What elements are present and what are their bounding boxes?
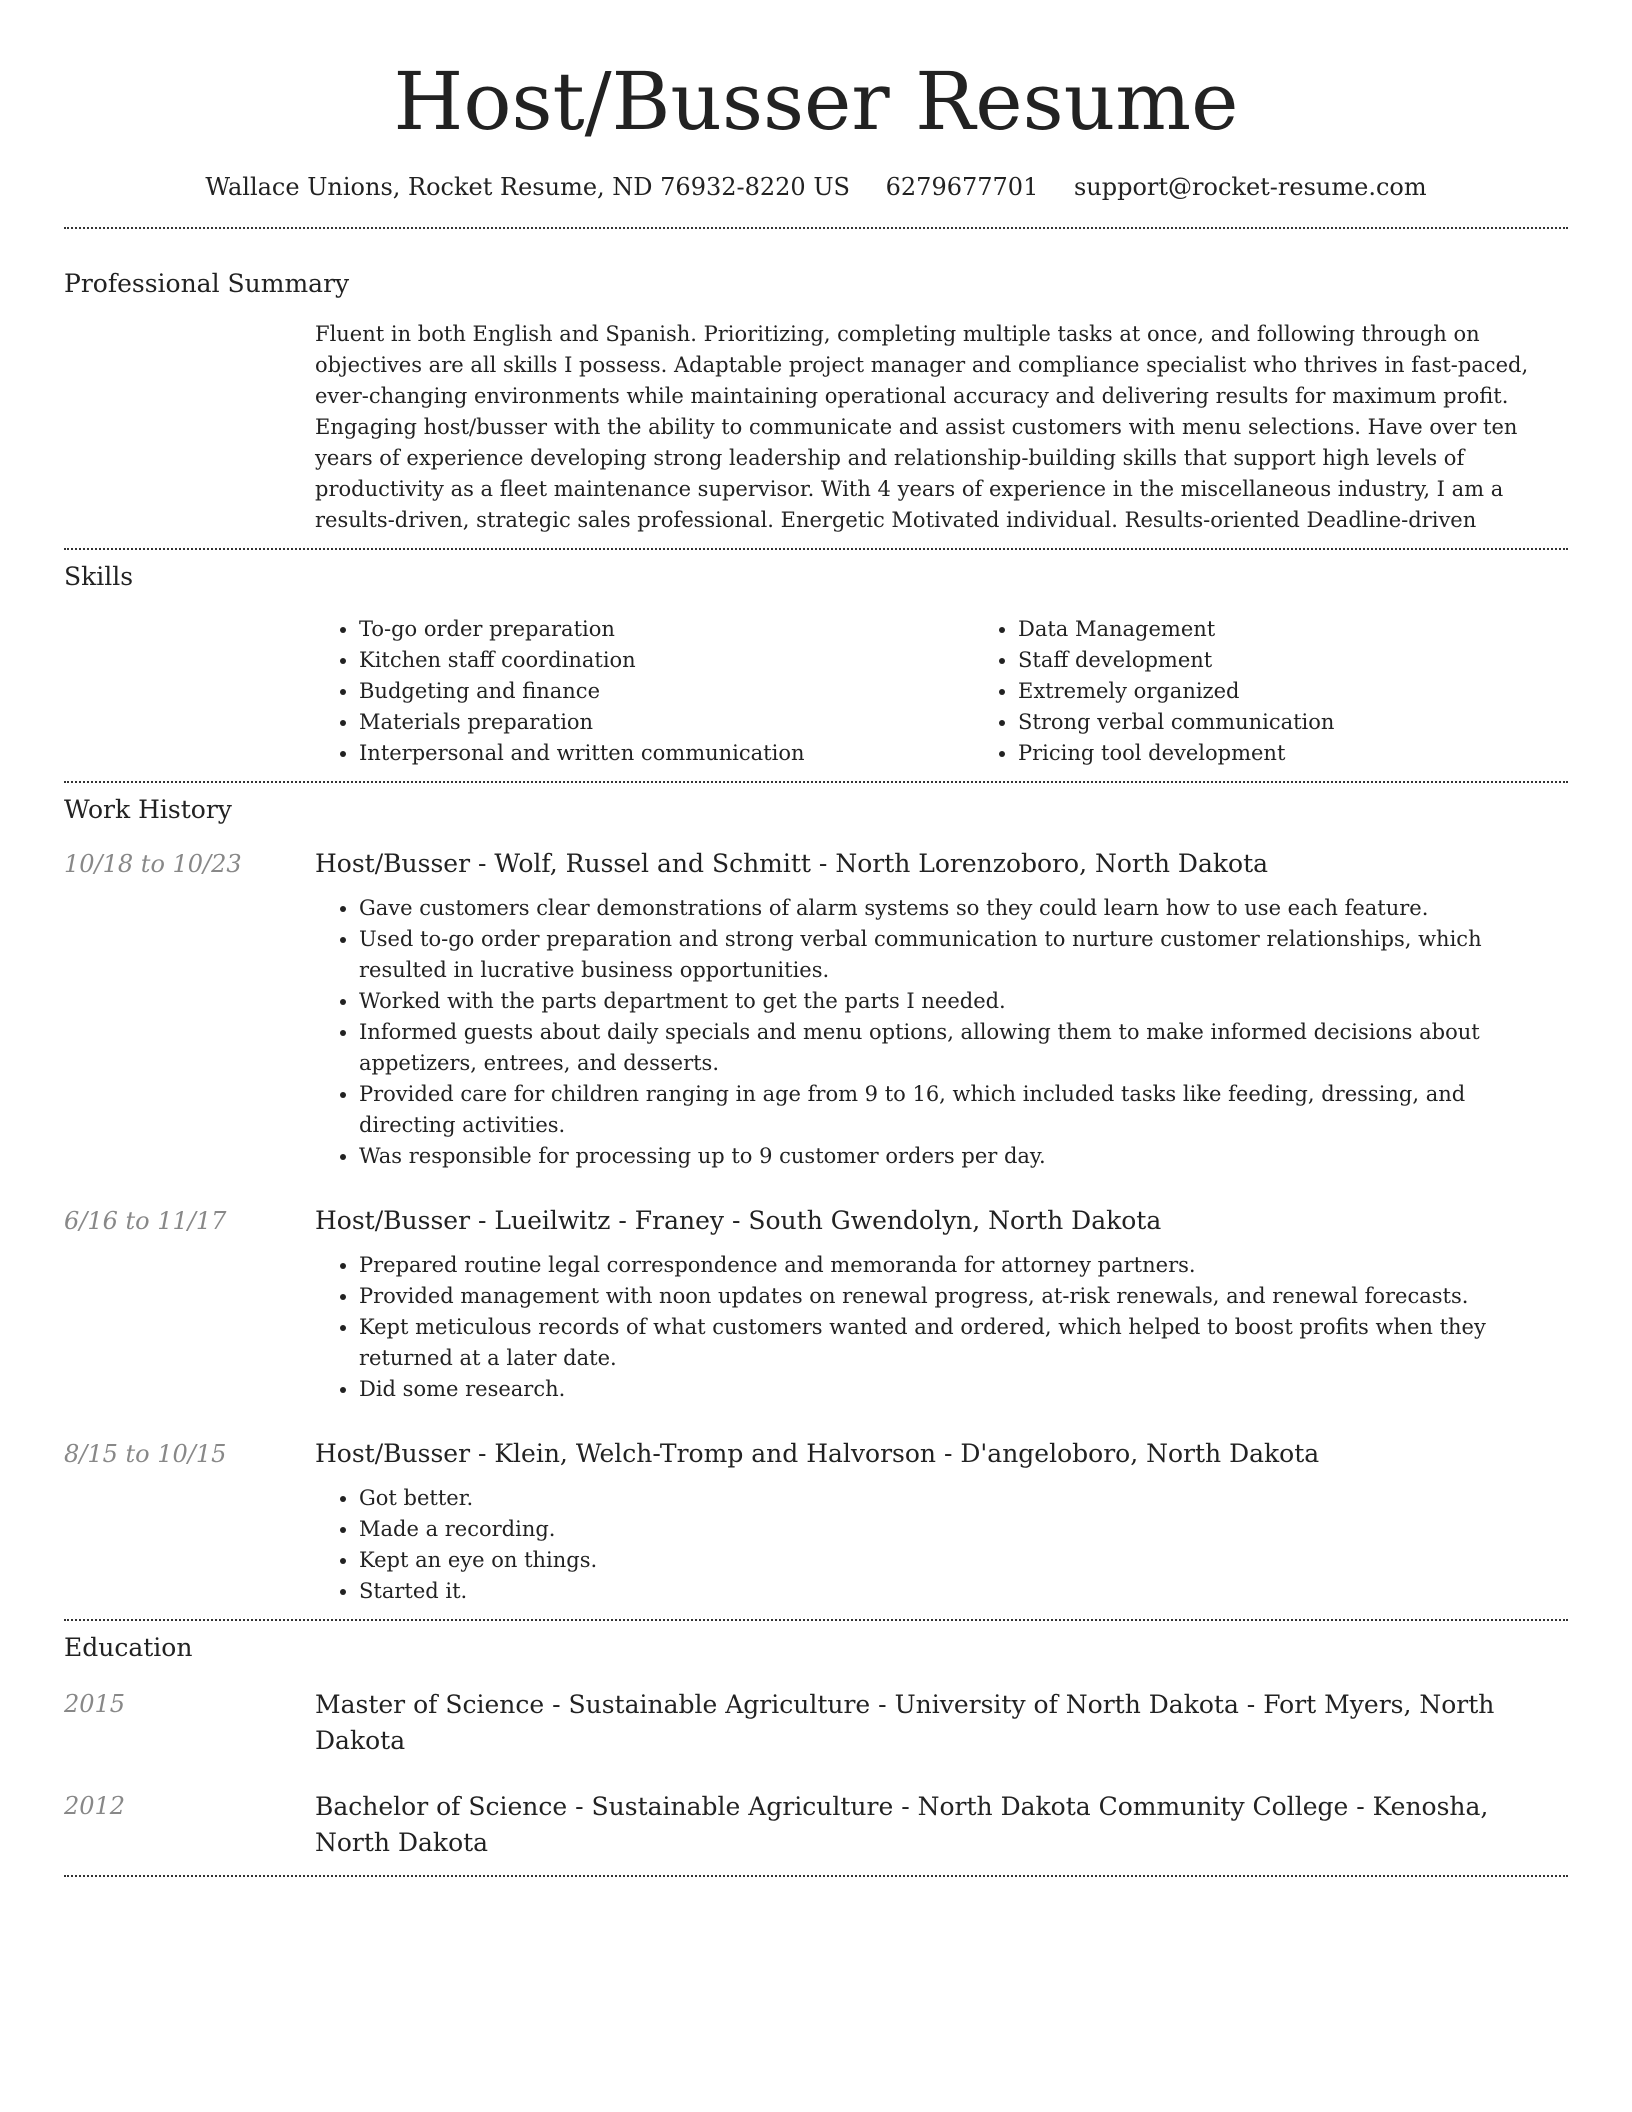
contact-email: support@rocket-resume.com: [1073, 173, 1427, 201]
education-year: 2012: [64, 1792, 126, 1820]
summary-row: [64, 319, 1568, 536]
job-bullet: • Worked with the parts department to get the parts I needed.: [359, 986, 1568, 1017]
contact-address: Wallace Unions, Rocket Resume, ND 76932-8220 US: [205, 173, 850, 201]
skills-left-spacer: [64, 614, 315, 769]
education-body: [315, 1687, 1568, 1759]
job-bullet: • Informed guests about daily specials and menu options, allowing them to make informed decisions about appetizers, entrees, and desserts.: [359, 1017, 1568, 1079]
job-bullet: • Made a recording.: [359, 1514, 1568, 1545]
skill-item: • Materials preparation: [359, 707, 974, 738]
job-bullets: [315, 1250, 1568, 1405]
job-dates: 6/16 to 11/17: [64, 1207, 227, 1235]
summary-left-spacer: [64, 319, 315, 536]
contact-line: [64, 170, 1568, 204]
job-entry: [64, 847, 1568, 1172]
job-bullet: • Kept an eye on things.: [359, 1545, 1568, 1576]
education-body: [315, 1789, 1568, 1861]
job-bullet: • Provided care for children ranging in age from 9 to 16, which included tasks like feeding, dressing, and directing activities.: [359, 1079, 1568, 1141]
contact-phone: 6279677701: [885, 173, 1039, 201]
job-entry: [64, 1437, 1568, 1607]
skill-item: • Budgeting and finance: [359, 676, 974, 707]
summary-text: Fluent in both English and Spanish. Prioritizing, completing multiple tasks at once, and following through on objectives are all skills I possess. Adaptable project manager and compliance specialist who thrives in fast-paced, ever-changing environments while maintaining operational accuracy and delivering results for maximum profit. Engaging host/busser with the ability to communicate and assist customers with menu selections. Have over ten years of experience developing strong leadership and relationship-building skills that support high levels of productivity as a fleet maintenance supervisor. With 4 years of experience in the miscellaneous industry, I am a results-driven, strategic sales professional. Energetic Motivated individual. Results-oriented Deadline-driven: [315, 322, 1529, 532]
education-year: 2015: [64, 1690, 126, 1718]
summary-section: [64, 229, 1568, 536]
job-body: [315, 1437, 1568, 1607]
job-entry: [64, 1204, 1568, 1405]
skill-item: • Interpersonal and written communication: [359, 738, 974, 769]
job-bullet: • Was responsible for processing up to 9 customer orders per day.: [359, 1141, 1568, 1172]
skill-item: • To-go order preparation: [359, 614, 974, 645]
job-bullet: • Started it.: [359, 1576, 1568, 1607]
job-heading: Host/Busser - Klein, Welch-Tromp and Halvorson - D'angeloboro, North Dakota: [315, 1439, 1320, 1468]
skills-row: [64, 614, 1568, 769]
job-bullets: [315, 1483, 1568, 1607]
job-bullets: [315, 893, 1568, 1172]
job-bullet: • Prepared routine legal correspondence and memoranda for attorney partners.: [359, 1250, 1568, 1281]
skills-grid: [315, 614, 1632, 769]
education-heading: Education: [64, 1633, 193, 1662]
job-bullet: • Got better.: [359, 1483, 1568, 1514]
education-section: [64, 1621, 1568, 1861]
job-bullet: • Did some research.: [359, 1374, 1568, 1405]
education-heading-line: Bachelor of Science - Sustainable Agriculture - North Dakota Community College - Kenosha, North Dakota: [315, 1792, 1489, 1857]
job-heading: Host/Busser - Lueilwitz - Franey - South Gwendolyn, North Dakota: [315, 1206, 1162, 1235]
skill-item: • Data Management: [1018, 614, 1632, 645]
work-section: [64, 783, 1568, 1607]
job-dates: 10/18 to 10/23: [64, 850, 242, 878]
job-body: [315, 1204, 1568, 1405]
job-body: [315, 847, 1568, 1172]
section-divider: [64, 1875, 1568, 1877]
skills-heading: Skills: [64, 562, 134, 591]
summary-body: [315, 319, 1568, 536]
resume-title: Host/Busser Resume: [393, 55, 1239, 148]
skill-item: • Extremely organized: [1018, 676, 1632, 707]
skill-item: • Kitchen staff coordination: [359, 645, 974, 676]
skills-section: [64, 550, 1568, 769]
job-bullet: • Provided management with noon updates on renewal progress, at-risk renewals, and renewal forecasts.: [359, 1281, 1568, 1312]
skills-list-left: [315, 614, 974, 769]
summary-heading: Professional Summary: [64, 269, 350, 298]
skills-list-right: [974, 614, 1632, 769]
work-heading: Work History: [64, 795, 232, 824]
job-bullet: • Gave customers clear demonstrations of alarm systems so they could learn how to use each feature.: [359, 893, 1568, 924]
education-entry: [64, 1687, 1568, 1759]
education-heading-line: Master of Science - Sustainable Agriculture - University of North Dakota - Fort Myers, North Dakota: [315, 1690, 1495, 1755]
skill-item: • Pricing tool development: [1018, 738, 1632, 769]
job-bullet: • Used to-go order preparation and strong verbal communication to nurture customer relationships, which resulted in lucrative business opportunities.: [359, 924, 1568, 986]
job-dates: 8/15 to 10/15: [64, 1440, 227, 1468]
job-heading: Host/Busser - Wolf, Russel and Schmitt - North Lorenzoboro, North Dakota: [315, 849, 1269, 878]
skill-item: • Staff development: [1018, 645, 1632, 676]
skill-item: • Strong verbal communication: [1018, 707, 1632, 738]
resume-header: [64, 0, 1568, 204]
education-entry: [64, 1789, 1568, 1861]
job-bullet: • Kept meticulous records of what customers wanted and ordered, which helped to boost profits when they returned at a later date.: [359, 1312, 1568, 1374]
